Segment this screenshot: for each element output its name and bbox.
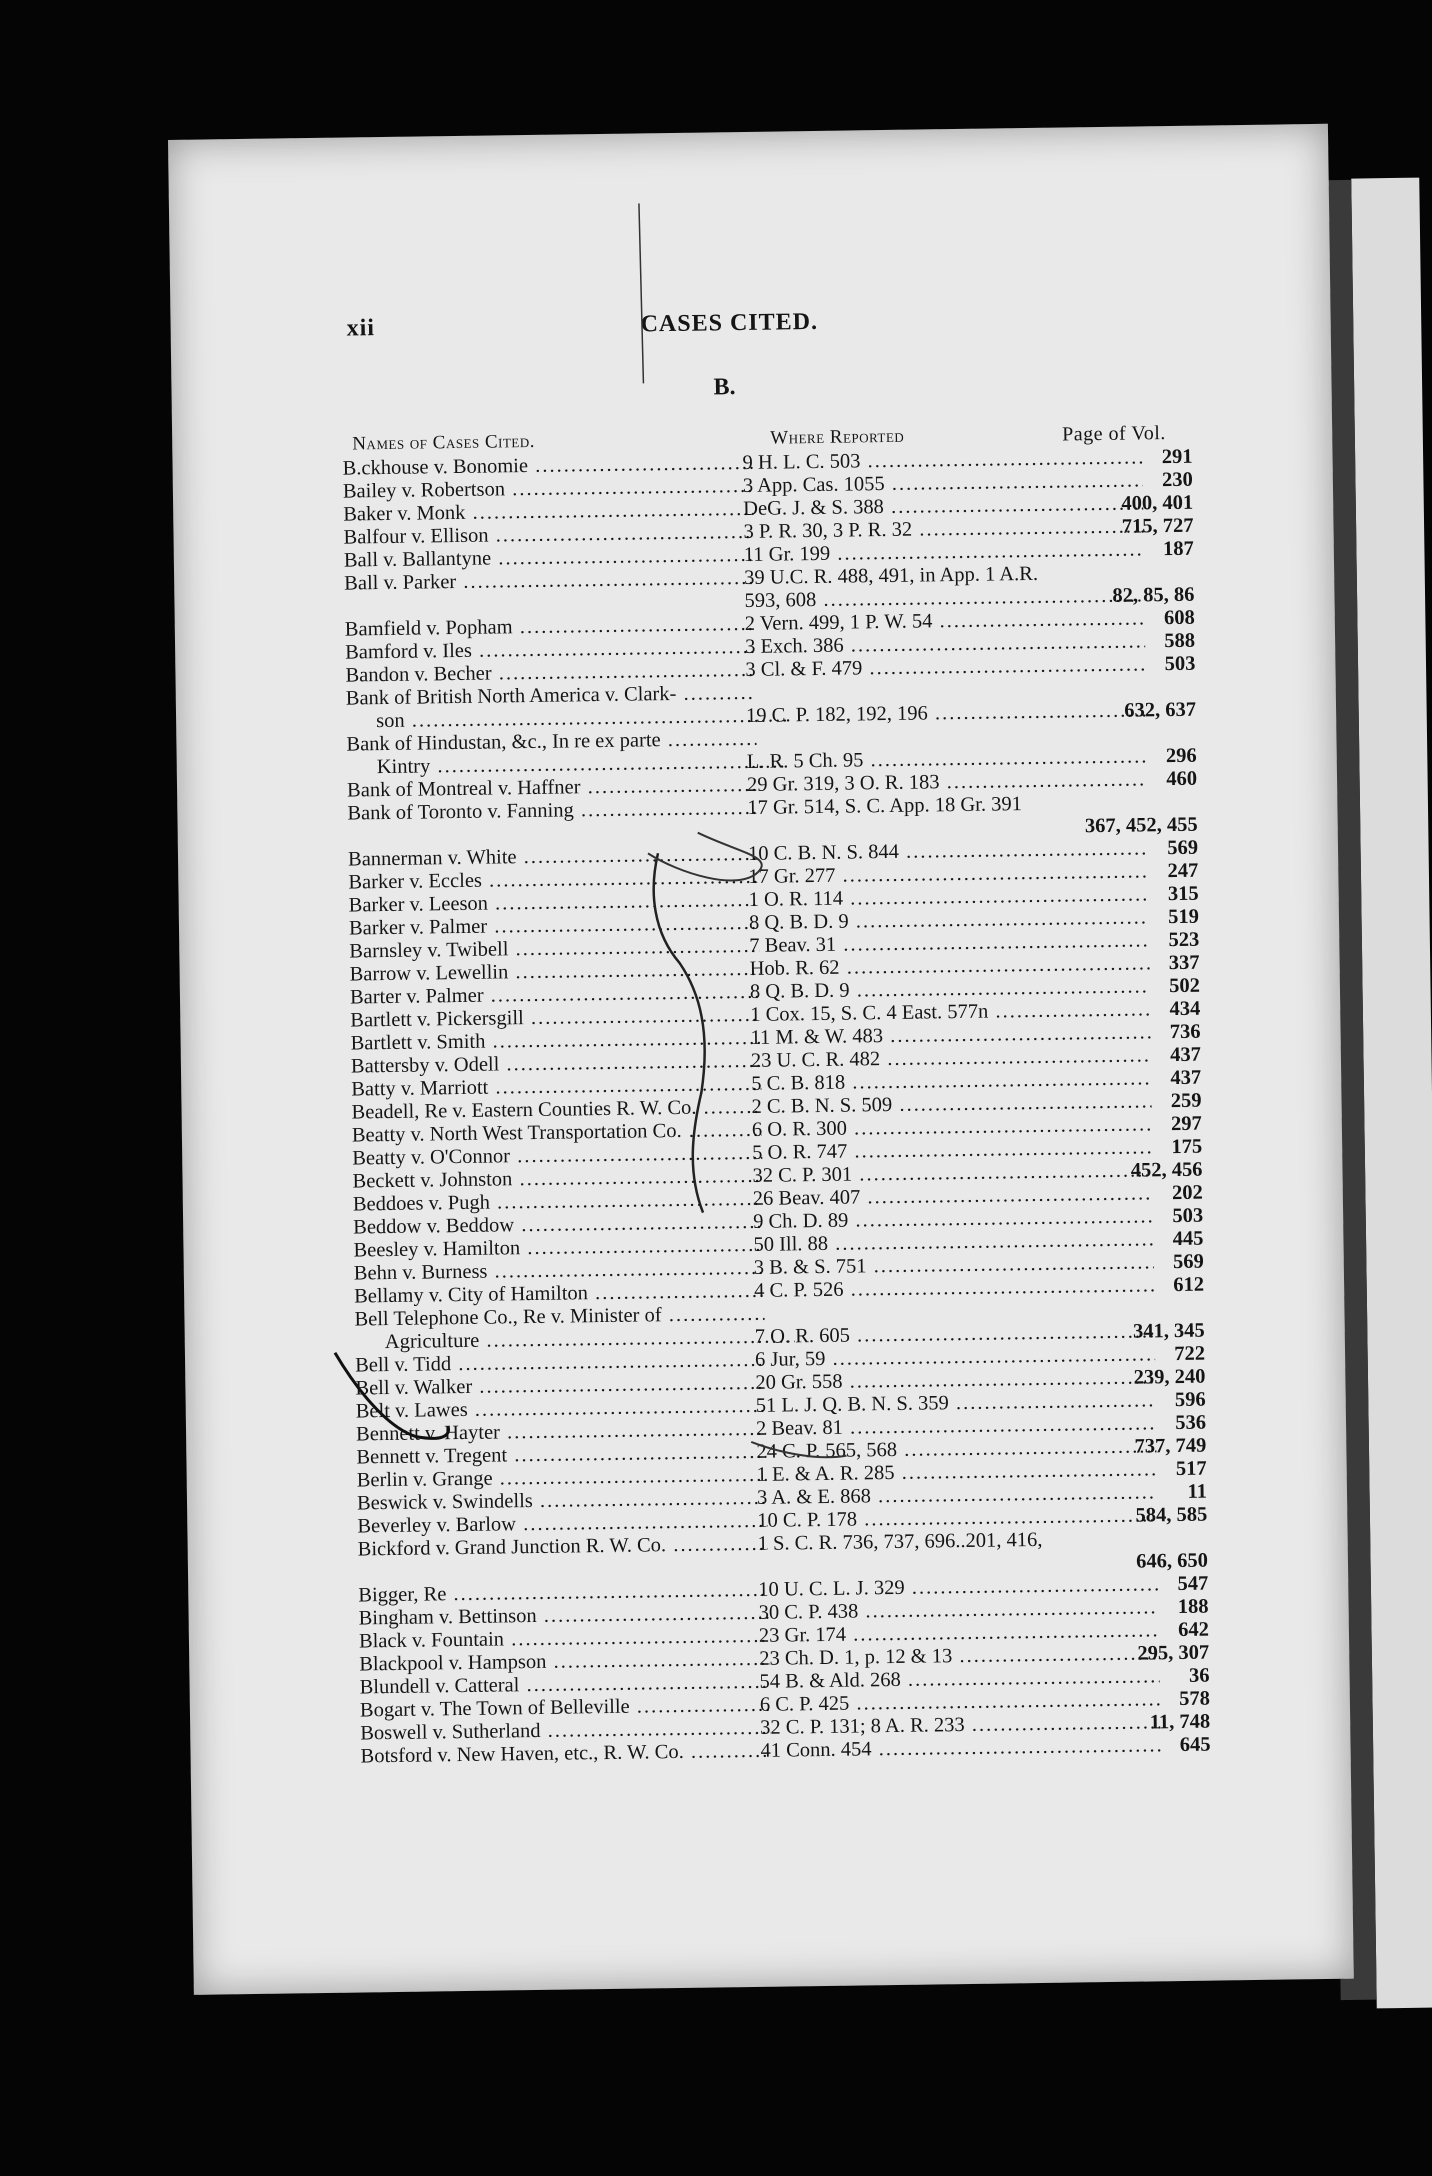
case-name: Beverley v. Barlow ..... bbox=[357, 1510, 767, 1539]
case-page: 175 bbox=[1171, 1135, 1203, 1159]
case-page: 502 bbox=[1169, 974, 1201, 998]
case-page: 596 bbox=[1174, 1388, 1206, 1412]
case-page: 187 bbox=[1162, 537, 1194, 561]
case-where-reported: 19 C. P. 182, 192, 196 ..... bbox=[746, 699, 1146, 728]
case-where-reported: 3 B. & S. 751 ..... bbox=[754, 1251, 1154, 1280]
case-page: 400, 401 bbox=[1121, 491, 1194, 515]
case-name: Beadell, Re v. Eastern Counties R. W. Co. ..... bbox=[351, 1096, 761, 1125]
case-name: Bank of Toronto v. Fanning ..... bbox=[347, 797, 757, 826]
case-where-reported: 39 U.C. R. 488, 491, in App. 1 A.R. bbox=[744, 562, 1039, 589]
case-where-reported: 10 U. C. L. J. 329 ..... bbox=[758, 1573, 1158, 1602]
case-where-reported: DeG. J. & S. 388 ..... bbox=[743, 492, 1143, 521]
case-where-reported: 593, 608 ..... bbox=[744, 584, 1144, 613]
case-page: 36 bbox=[1188, 1664, 1210, 1687]
case-where-reported: 8 Q. B. D. 9 ..... bbox=[750, 975, 1150, 1004]
case-name: Beddow v. Beddow ..... bbox=[353, 1211, 763, 1240]
case-name: Baker v. Monk ..... bbox=[343, 498, 753, 527]
case-page: 291 bbox=[1161, 445, 1193, 469]
case-page: 437 bbox=[1169, 1043, 1202, 1067]
case-where-reported: 2 Vern. 499, 1 P. W. 54 ..... bbox=[745, 607, 1145, 636]
case-name: Barker v. Palmer ..... bbox=[349, 912, 759, 941]
case-name: Bandon v. Becher ..... bbox=[345, 659, 755, 688]
case-name: Beswick v. Swindells ..... bbox=[357, 1487, 767, 1516]
case-name: Bogart v. The Town of Belleville ..... bbox=[360, 1694, 770, 1723]
case-page: 578 bbox=[1178, 1687, 1211, 1711]
case-where-reported: 5 C. B. 818 ..... bbox=[751, 1067, 1151, 1096]
case-page: 645 bbox=[1179, 1733, 1211, 1757]
case-where-reported: 41 Conn. 454 ..... bbox=[760, 1734, 1160, 1763]
case-name: Bartlett v. Smith ..... bbox=[350, 1027, 760, 1056]
case-where-reported: 1 E. & A. R. 285 ..... bbox=[757, 1458, 1157, 1487]
case-name: Belt v. Lawes ..... bbox=[356, 1395, 766, 1424]
case-name: Barker v. Leeson ..... bbox=[349, 889, 759, 918]
book-page bbox=[168, 124, 1354, 1995]
case-where-reported: 6 O. R. 300 ..... bbox=[752, 1113, 1152, 1142]
case-name: Blackpool v. Hampson ..... bbox=[359, 1648, 769, 1677]
case-page: 736 bbox=[1169, 1020, 1201, 1044]
case-page: 315 bbox=[1167, 882, 1199, 906]
case-page: 297 bbox=[1170, 1112, 1202, 1136]
case-where-reported: 17 Gr. 277 ..... bbox=[748, 860, 1148, 889]
case-list bbox=[332, 445, 1230, 1768]
case-where-reported: 4 C. P. 526 ..... bbox=[754, 1274, 1154, 1303]
case-page: 612 bbox=[1173, 1273, 1205, 1297]
case-page: 239, 240 bbox=[1133, 1365, 1206, 1389]
case-name: Barter v. Palmer ..... bbox=[350, 981, 760, 1010]
case-name: Batty v. Marriott ..... bbox=[351, 1073, 761, 1102]
case-where-reported: 1 O. R. 114 ..... bbox=[749, 883, 1149, 912]
case-page: 722 bbox=[1174, 1342, 1206, 1366]
case-where-reported: 32 C. P. 301 ..... bbox=[752, 1159, 1152, 1188]
case-page: 503 bbox=[1172, 1204, 1204, 1228]
case-page: 584, 585 bbox=[1135, 1503, 1208, 1527]
case-name: B.ckhouse v. Bonomie ..... bbox=[342, 452, 752, 481]
case-page: 608 bbox=[1163, 606, 1195, 630]
case-page: 737, 749 bbox=[1134, 1434, 1207, 1458]
case-where-reported: 11 M. & W. 483 ..... bbox=[750, 1021, 1150, 1050]
case-name: Ball v. Ballantyne ..... bbox=[344, 544, 754, 573]
case-name: Bell Telephone Co., Re v. Minister of ..... bbox=[354, 1303, 764, 1332]
case-page: 11, 748 bbox=[1149, 1710, 1211, 1734]
case-where-reported: 2 Beav. 81 ..... bbox=[756, 1412, 1156, 1441]
column-header-page: Page of Vol. bbox=[1062, 422, 1166, 446]
case-where-reported: 7 O. R. 605 ..... bbox=[755, 1320, 1155, 1349]
case-name: Bennett v. Hayter ..... bbox=[356, 1418, 766, 1447]
case-name: Barker v. Eccles ..... bbox=[348, 866, 758, 895]
case-where-reported: 7 Beav. 31 ..... bbox=[749, 929, 1149, 958]
case-name: Bank of British North America v. Clark- ..... bbox=[346, 682, 756, 711]
case-page: 588 bbox=[1164, 629, 1196, 653]
case-where-reported: 8 Q. B. D. 9 ..... bbox=[749, 906, 1149, 935]
column-header-names: Names of Cases Cited. bbox=[352, 430, 536, 455]
case-where-reported: 29 Gr. 319, 3 O. R. 183 ..... bbox=[747, 768, 1147, 797]
case-where-reported: 3 Cl. & F. 479 ..... bbox=[745, 653, 1145, 682]
case-name: Balfour v. Ellison ..... bbox=[343, 521, 753, 550]
case-page: 632, 637 bbox=[1124, 698, 1197, 722]
case-where-reported: 24 C. P. 565, 568 ..... bbox=[756, 1435, 1156, 1464]
case-name: Bell v. Tidd ..... bbox=[355, 1349, 765, 1378]
case-where-reported: 3 P. R. 30, 3 P. R. 32 ..... bbox=[743, 515, 1143, 544]
case-page: 82, 85, 86 bbox=[1112, 583, 1195, 607]
case-name: Boswell v. Sutherland ..... bbox=[360, 1717, 770, 1746]
case-where-reported: 1 Cox. 15, S. C. 4 East. 577n ..... bbox=[750, 998, 1150, 1027]
case-name: Kintry ..... bbox=[377, 750, 787, 779]
case-page: 445 bbox=[1172, 1227, 1204, 1251]
column-header-where-reported: Where Reported bbox=[770, 425, 905, 449]
page-number: xii bbox=[346, 315, 376, 342]
case-where-reported: 6 Jur, 59 ..... bbox=[755, 1343, 1155, 1372]
case-name: Barrow v. Lewellin ..... bbox=[350, 958, 760, 987]
case-where-reported: 23 Ch. D. 1, p. 12 & 13 ..... bbox=[759, 1642, 1159, 1671]
case-page: 11 bbox=[1187, 1480, 1208, 1503]
case-where-reported: 3 App. Cas. 1055 ..... bbox=[743, 469, 1143, 498]
case-where-reported: 10 C. P. 178 ..... bbox=[757, 1504, 1157, 1533]
case-page: 188 bbox=[1177, 1595, 1209, 1619]
case-where-reported: 10 C. B. N. S. 844 ..... bbox=[748, 837, 1148, 866]
case-name: Bamfield v. Popham ..... bbox=[345, 613, 755, 642]
case-name: Bingham v. Bettinson ..... bbox=[359, 1602, 769, 1631]
case-page: 536 bbox=[1175, 1411, 1207, 1435]
case-where-reported: 2 C. B. N. S. 509 ..... bbox=[751, 1090, 1151, 1119]
case-name: Berlin v. Grange ..... bbox=[357, 1464, 767, 1493]
page-title: CASES CITED. bbox=[640, 308, 819, 338]
case-name: Bennett v. Tregent ..... bbox=[356, 1441, 766, 1470]
case-page: 517 bbox=[1175, 1457, 1207, 1481]
case-name: Blundell v. Catteral ..... bbox=[359, 1671, 769, 1700]
case-page: 202 bbox=[1171, 1181, 1203, 1205]
case-page: 337 bbox=[1168, 951, 1200, 975]
case-name: Bigger, Re ..... bbox=[358, 1579, 768, 1608]
case-name: Bickford v. Grand Junction R. W. Co. ..... bbox=[358, 1533, 768, 1562]
case-where-reported: 32 C. P. 131; 8 A. R. 233 ..... bbox=[760, 1711, 1160, 1740]
case-name: Battersby v. Odell ..... bbox=[351, 1050, 761, 1079]
case-name: Bank of Hindustan, &c., In re ex parte ..... bbox=[346, 728, 756, 757]
case-page: 452, 456 bbox=[1130, 1158, 1203, 1182]
case-where-reported: 54 B. & Ald. 268 ..... bbox=[759, 1665, 1159, 1694]
case-where-reported: 1 S. C. R. 736, 737, 696..201, 416, bbox=[757, 1528, 1043, 1555]
case-where-reported: 11 Gr. 199 ..... bbox=[744, 538, 1144, 567]
case-page: 569 bbox=[1167, 836, 1199, 860]
case-where-reported: Hob. R. 62 ..... bbox=[749, 952, 1149, 981]
case-where-reported: 23 U. C. R. 482 ..... bbox=[751, 1044, 1151, 1073]
case-where-reported: 6 C. P. 425 ..... bbox=[760, 1688, 1160, 1717]
case-name: Bartlett v. Pickersgill ..... bbox=[350, 1004, 760, 1033]
case-where-reported: 3 Exch. 386 ..... bbox=[745, 630, 1145, 659]
case-name: Beddoes v. Pugh ..... bbox=[353, 1188, 763, 1217]
case-name: Beatty v. O'Connor ..... bbox=[352, 1142, 762, 1171]
case-name: son ..... bbox=[376, 704, 786, 733]
case-page: 646, 650 bbox=[1136, 1549, 1209, 1573]
case-where-reported: 5 O. R. 747 ..... bbox=[752, 1136, 1152, 1165]
case-where-reported: 9 Ch. D. 89 ..... bbox=[753, 1205, 1153, 1234]
case-page: 460 bbox=[1166, 767, 1198, 791]
case-page: 230 bbox=[1161, 468, 1193, 492]
case-name: Beckett v. Johnston ..... bbox=[352, 1165, 762, 1194]
case-where-reported: 51 L. J. Q. B. N. S. 359 ..... bbox=[756, 1389, 1156, 1418]
case-page: 715, 727 bbox=[1121, 514, 1194, 538]
case-name: Behn v. Burness ..... bbox=[354, 1257, 764, 1286]
case-where-reported: 23 Gr. 174 ..... bbox=[759, 1619, 1159, 1648]
case-page: 523 bbox=[1168, 928, 1200, 952]
case-page: 296 bbox=[1165, 744, 1197, 768]
case-name: Bellamy v. City of Hamilton ..... bbox=[354, 1280, 764, 1309]
case-where-reported: 20 Gr. 558 ..... bbox=[755, 1366, 1155, 1395]
case-page: 642 bbox=[1177, 1618, 1210, 1642]
case-name: Bamford v. Iles ..... bbox=[345, 636, 755, 665]
case-where-reported: 30 C. P. 438 ..... bbox=[758, 1596, 1158, 1625]
case-name: Bailey v. Robertson ..... bbox=[343, 475, 753, 504]
case-where-reported: 50 Ill. 88 ..... bbox=[753, 1228, 1153, 1257]
case-page: 569 bbox=[1172, 1250, 1204, 1274]
case-name: Beesley v. Hamilton ..... bbox=[353, 1234, 763, 1263]
case-page: 367, 452, 455 bbox=[1084, 813, 1198, 838]
case-page: 259 bbox=[1170, 1089, 1202, 1113]
case-where-reported: 26 Beav. 407 ..... bbox=[753, 1182, 1153, 1211]
case-name: Agriculture ..... bbox=[385, 1325, 795, 1354]
case-name: Bank of Montreal v. Haffner ..... bbox=[347, 774, 757, 803]
case-page: 437 bbox=[1170, 1066, 1202, 1090]
case-name: Black v. Fountain ..... bbox=[359, 1625, 769, 1654]
case-where-reported: 3 A. & E. 868 ..... bbox=[757, 1481, 1157, 1510]
case-page: 519 bbox=[1168, 905, 1200, 929]
case-where-reported: 9 H. L. C. 503 ..... bbox=[742, 446, 1142, 475]
case-page: 295, 307 bbox=[1137, 1641, 1210, 1665]
case-name: Ball v. Parker ..... bbox=[344, 567, 754, 596]
case-page: 503 bbox=[1164, 652, 1196, 676]
case-where-reported: L. R. 5 Ch. 95 ..... bbox=[747, 745, 1147, 774]
section-letter: B. bbox=[713, 374, 736, 401]
case-where-reported: 17 Gr. 514, S. C. App. 18 Gr. 391 bbox=[747, 793, 1023, 819]
case-page: 434 bbox=[1169, 997, 1201, 1021]
case-name: Beatty v. North West Transportation Co. ..... bbox=[352, 1119, 762, 1148]
case-page: 341, 345 bbox=[1132, 1319, 1205, 1343]
case-name: Bannerman v. White ..... bbox=[348, 843, 758, 872]
case-page: 247 bbox=[1167, 859, 1199, 883]
case-name: Botsford v. New Haven, etc., R. W. Co. ..... bbox=[360, 1740, 770, 1769]
case-page: 547 bbox=[1177, 1572, 1209, 1596]
case-name: Bell v. Walker ..... bbox=[355, 1372, 765, 1401]
case-name: Barnsley v. Twibell ..... bbox=[349, 935, 759, 964]
